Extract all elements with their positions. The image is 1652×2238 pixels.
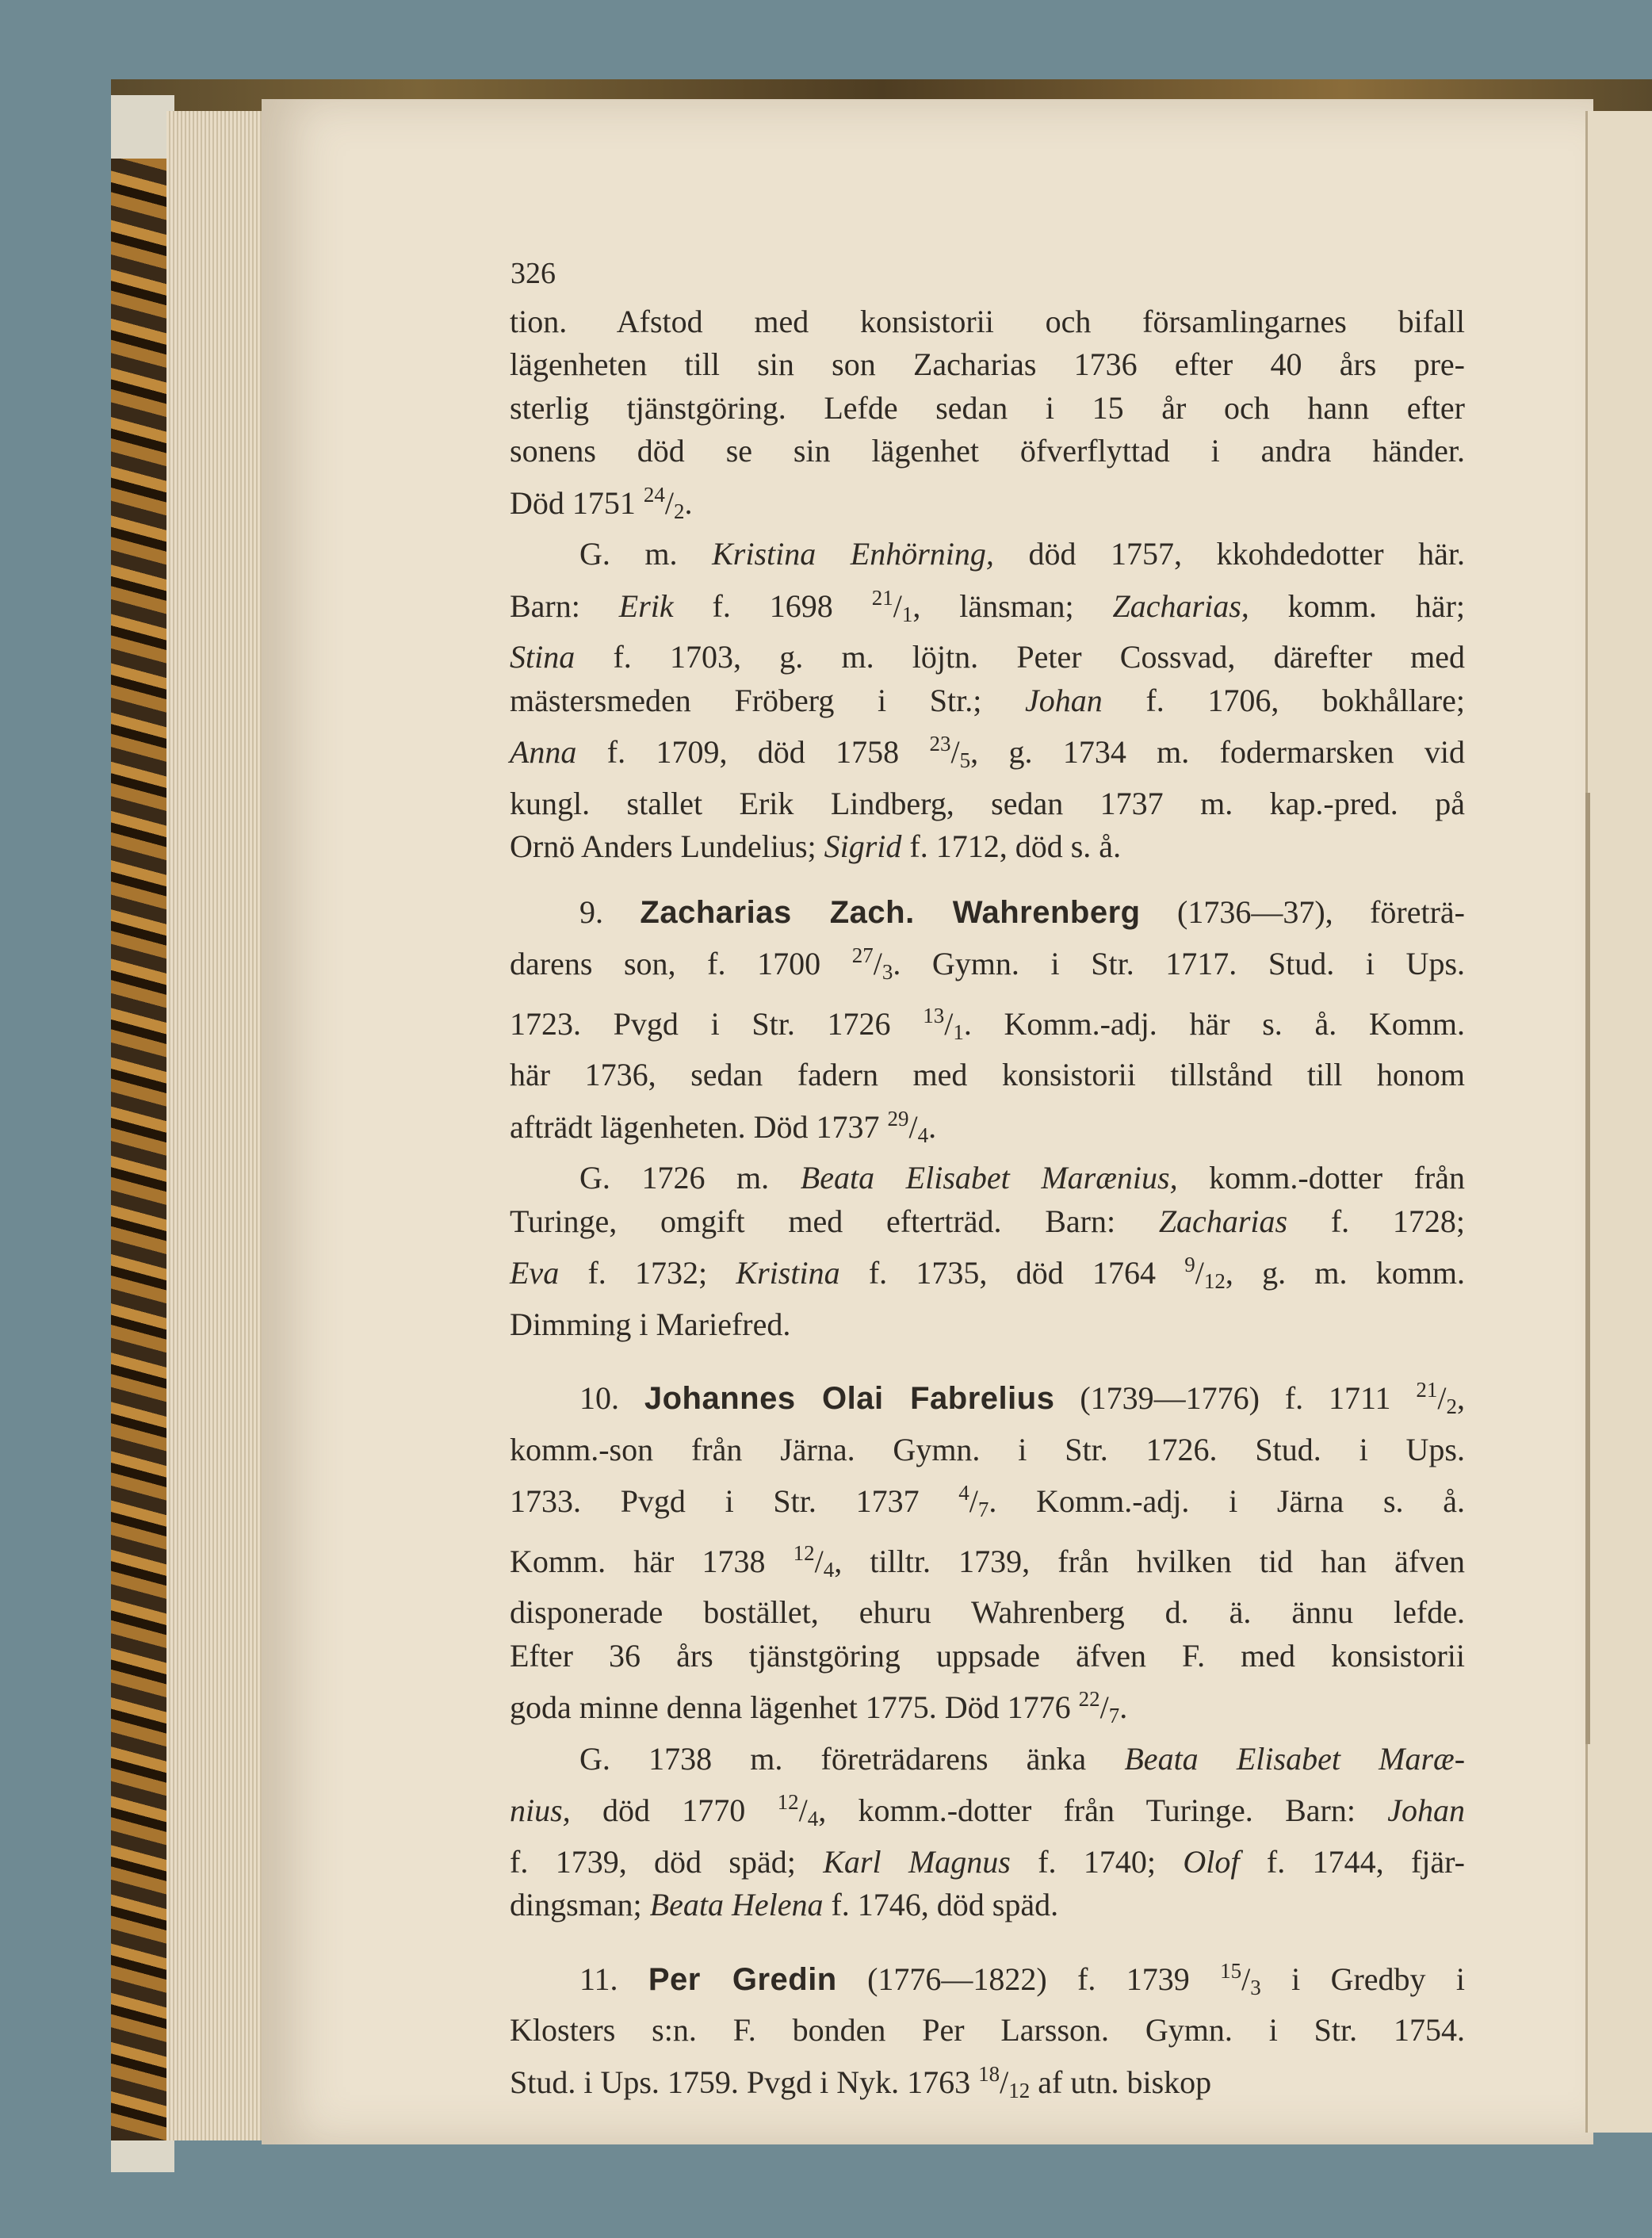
person-name: Per Gredin [648,1961,837,1997]
text-run: f. 1703, g. m. löjtn. Peter Cossvad, därefter med [575,639,1465,675]
text-run: . [928,1108,937,1145]
text-run: Stina [510,639,576,675]
text-line [510,1781,1465,1841]
text-run: 2 [674,499,685,523]
text-run: / [1099,1689,1109,1725]
text-run: mästersmeden Fröberg i Str.; [510,682,1026,718]
text-line [510,1591,1465,1635]
text-run: Kristina Enhörning, [712,536,994,572]
text-run: nius, [510,1792,571,1828]
paragraph [510,1157,1465,1346]
text-line [510,825,1465,869]
text-line [510,1532,1465,1592]
text-run: 12 [1203,1269,1226,1293]
text-run: darens son, f. 1700 [510,946,852,981]
text-run: 9 [1184,1253,1195,1276]
text-run: goda minne denna lägenhet 1775. Död 1776 [510,1689,1079,1725]
text-run: . Komm.-adj. här s. å. Komm. [963,1005,1465,1042]
text-line [510,1635,1465,1678]
text-run: komm.-son från Järna. Gymn. i Str. 1726. Stud. i Ups. [510,1431,1465,1467]
text-run: 4 [823,1557,835,1582]
text-run: 3 [881,960,893,984]
text-run: Olof [1183,1843,1240,1880]
text-run: , [1457,1380,1465,1416]
text-run: komm.-dotter från [1177,1160,1466,1196]
text-run: af utn. biskop [1030,2064,1212,2100]
text-line [510,387,1465,430]
text-run: 9. [579,893,641,930]
text-line [510,891,1465,935]
text-run: / [1000,2064,1009,2100]
text-run: Beata Elisabet Maræ- [1124,1740,1466,1777]
text-line [510,1949,1465,2010]
text-run: / [1437,1380,1447,1416]
text-run: 29 [887,1106,909,1130]
text-run: Eva [510,1255,560,1291]
text-run: sonens död se sin lägenhet öfverflyttad i andra händer. [510,433,1465,469]
text-run: Beata Elisabet Marænius, [800,1160,1178,1196]
person-name: Johannes Olai Fabrelius [644,1381,1055,1416]
text-run: Anna [510,734,577,770]
text-line [510,934,1465,994]
text-line [510,1097,1465,1157]
text-run: död 1757, kkohdedotter här. [993,536,1466,572]
text-run: , g. 1734 m. fodermarsken vid [970,734,1465,770]
text-run: Barn: [510,587,619,624]
text-run: 21 [871,585,893,610]
text-line [510,782,1465,826]
text-line [510,343,1465,387]
text-run: i Gredby i [1260,1961,1466,1997]
text-line [510,1054,1465,1097]
text-run: , komm.-dotter från Turinge. Barn: [818,1792,1388,1828]
text-run: 2 [1446,1394,1457,1418]
text-line [510,1157,1465,1200]
text-run: 4 [807,1807,819,1831]
text-run: 10. [579,1380,644,1416]
text-run: f. 1732; [559,1255,736,1291]
text-run: / [814,1543,824,1579]
facing-page-edge [1585,111,1652,2133]
text-run: här 1736, sedan fadern med konsistorii tillstånd till honom [510,1057,1465,1092]
text-run: Död 1751 [510,484,644,521]
text-run: . Gymn. i Str. 1717. Stud. i Ups. [893,946,1466,981]
text-run: afträdt lägenheten. Död 1737 [510,1108,888,1145]
text-run: 13 [923,1003,945,1027]
text-run: 23 [929,732,951,756]
text-run: 4 [958,1481,969,1505]
paragraphs [510,300,1465,2113]
person-name: Zacharias Zach. Wahrenberg [640,894,1141,930]
text-run: (1736—37), företrä- [1140,893,1466,930]
text-run: 21 [1416,1378,1438,1402]
text-run: Zacharias [1158,1203,1288,1239]
text-run: disponerade bostället, ehuru Wahrenberg d. ä. ännu lefde. [510,1594,1465,1630]
page-number: 326 [511,257,556,290]
text-run: (1776—1822) f. 1739 [836,1961,1221,1997]
paragraph [510,1368,1465,1738]
text-line [510,1243,1465,1303]
text-run: / [873,946,882,981]
text-run: / [908,1108,918,1145]
text-run: G. 1738 m. företrädarens änka [579,1740,1125,1777]
text-run: Stud. i Ups. 1759. Pvgd i Nyk. 1763 [510,2064,979,2100]
text-run: 4 [917,1123,929,1147]
text-run: 11. [579,1961,648,1997]
text-run: G. m. [579,536,713,572]
text-line [510,1471,1465,1532]
text-run: / [893,587,902,624]
text-line [510,722,1465,782]
text-run: / [1241,1961,1251,1997]
text-run: G. 1726 m. [579,1160,801,1196]
text-run: 15 [1220,1958,1242,1983]
text-run: , tilltr. 1739, från hvilken tid han äfven [834,1543,1466,1579]
text-run: / [950,734,960,770]
text-line [510,2052,1465,2113]
text-run: f. 1728; [1287,1203,1465,1239]
text-line [510,430,1465,473]
text-line [510,576,1465,637]
text-line [510,1884,1465,1927]
text-line [510,533,1465,576]
text-run: 1 [901,602,913,626]
text-run: 1733. Pvgd i Str. 1737 [510,1483,959,1519]
text-run: / [664,484,675,521]
text-line [510,1303,1465,1347]
text-line [510,679,1465,723]
text-run: Komm. här 1738 [510,1543,793,1579]
text-run: f. 1739, död späd; [510,1843,824,1880]
text-run: , g. m. komm. [1225,1255,1465,1291]
text-run: / [798,1792,808,1828]
text-run: f. 1746, död späd. [823,1887,1059,1922]
text-line [510,994,1465,1054]
text-run: . Komm.-adj. i Järna s. å. [989,1483,1465,1519]
text-run: f. 1744, fjär- [1239,1843,1465,1880]
text-run: f. 1735, död 1764 [839,1255,1185,1291]
text-run: 5 [959,748,971,772]
paragraph [510,1738,1465,1927]
text-line [510,473,1465,534]
text-run: Karl Magnus [823,1843,1011,1880]
text-run: 27 [851,943,874,967]
text-run: Johan [1387,1792,1465,1828]
text-run: 7 [1108,1704,1120,1727]
text-run: , länsman; [912,587,1113,624]
text-run: . [1119,1689,1128,1725]
text-run: (1739—1776) f. 1711 [1054,1380,1417,1416]
text-run: 22 [1078,1687,1100,1711]
text-run: Zacharias, [1112,587,1249,624]
text-run: 12 [793,1540,815,1565]
text-run: 12 [1008,2078,1031,2102]
text-run: f. 1709, död 1758 [576,734,930,770]
text-run: Beata Helena [649,1887,824,1922]
text-line [510,636,1465,679]
text-run: 7 [977,1498,989,1521]
text-run: f. 1706, bokhållare; [1102,682,1465,718]
text-line [510,300,1465,344]
text-run: 24 [643,482,665,507]
text-run: f. 1740; [1010,1843,1184,1880]
text-run: tion. Afstod med konsistorii och församlingarnes bifall [510,303,1465,339]
text-run: komm. här; [1249,587,1465,624]
text-line [510,1429,1465,1472]
text-run: / [944,1005,954,1042]
page-text [510,252,1465,2112]
text-run: / [969,1483,978,1519]
paragraph [510,1949,1465,2113]
text-run: Turinge, omgift med efterträd. Barn: [510,1203,1159,1239]
text-run: / [1195,1255,1204,1291]
text-line [510,1368,1465,1429]
text-run: Sigrid [824,828,902,864]
text-run: död 1770 [570,1792,778,1828]
text-run: f. 1712, död s. å. [901,828,1122,864]
text-run: Kristina [736,1255,840,1291]
text-line [510,1678,1465,1738]
text-run: kungl. stallet Erik Lindberg, sedan 1737 m. kap.-pred. på [510,785,1465,821]
text-run: 1723. Pvgd i Str. 1726 [510,1005,924,1042]
text-run: . [684,484,693,521]
text-run: Johan [1025,682,1103,718]
paragraph [510,300,1465,534]
text-line [510,1200,1465,1244]
text-run: Efter 36 års tjänstgöring uppsade äfven F. med konsistorii [510,1637,1465,1674]
text-run: Klosters s:n. F. bonden Per Larsson. Gymn. i Str. 1754. [510,2012,1465,2048]
text-run: Ornö Anders Lundelius; [510,828,824,864]
text-run: 18 [978,2061,1000,2086]
text-line [510,2009,1465,2052]
text-run: 12 [777,1790,799,1814]
text-run: Erik [618,587,674,624]
facing-page-fold [1585,793,1590,1744]
text-run: dingsman; [510,1887,650,1922]
paragraph [510,891,1465,1157]
text-run: Dimming i Mariefred. [510,1306,791,1342]
text-run: 3 [1250,1975,1261,1999]
text-run: lägenheten till sin son Zacharias 1736 efter 40 års pre- [510,346,1465,382]
text-line [510,1841,1465,1884]
text-run: 1 [953,1020,964,1044]
text-line [510,1738,1465,1781]
paragraph [510,533,1465,869]
book-marbled-cover [111,159,174,2140]
text-run: sterlig tjänstgöring. Lefde sedan i 15 år och hann efter [510,389,1465,426]
text-run: f. 1698 [673,587,872,624]
